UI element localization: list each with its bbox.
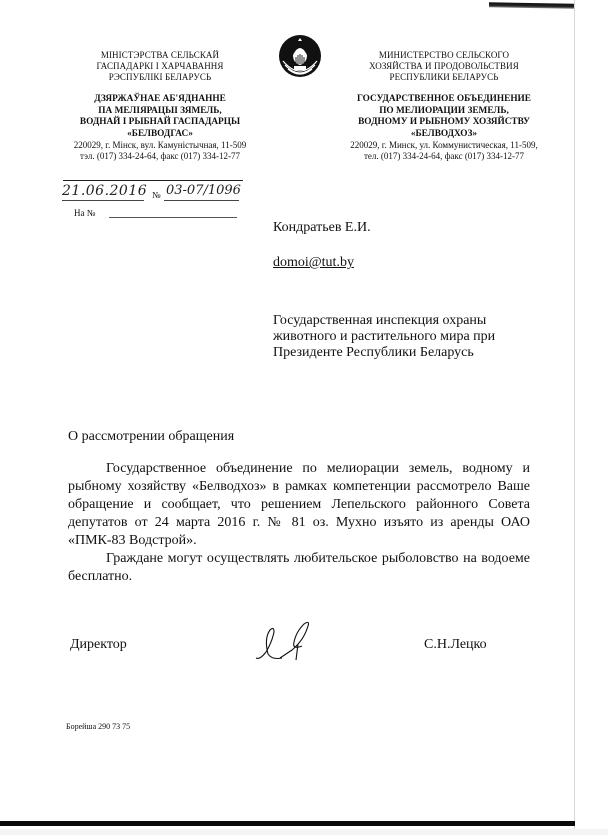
address-ru: 220029, г. Минск, ул. Коммунистическая, 11-509, bbox=[350, 140, 538, 150]
signatory-title: Директор bbox=[70, 637, 127, 652]
organization-name-be: ДЗЯРЖАЎНАЕ АБ'ЯДНАННЕ ПА МЕЛІЯРАЦЫІ ЗЯМЕЛЬ, ВОДНАЙ І РЫБНАЙ ГАСПАДАРЦЫ «БЕЛВОДГАС» bbox=[79, 94, 241, 139]
registration-date: 21.06.2016 bbox=[62, 183, 148, 199]
organization-name-ru: ГОСУДАРСТВЕННОЕ ОБЪЕДИНЕНИЕ ПО МЕЛИОРАЦИИ ЗЕМЕЛЬ, ВОДНОМУ И РЫБНОМУ ХОЗЯЙСТВУ «БЕЛВОДХОЗ» bbox=[356, 94, 531, 139]
phone-be: тэл. (017) 334-24-64, факс (017) 334-12-77 bbox=[79, 151, 241, 161]
header-russian bbox=[330, 50, 558, 162]
letter-subject: О рассмотрении обращения bbox=[68, 429, 235, 444]
number-underline bbox=[164, 200, 239, 201]
ministry-name-be: МІНІСТЭРСТВА СЕЛЬСКАЙ ГАСПАДАРКІ І ХАРЧАВАННЯ РЭСПУБЛІКІ БЕЛАРУСЬ bbox=[96, 50, 224, 82]
handwritten-signature-icon bbox=[252, 618, 324, 664]
signatory-name: С.Н.Лецко bbox=[424, 637, 487, 652]
body-paragraph: Государственное объединение по мелиорации земель, водному и рыбному хозяйству «Белводхоз» в рамках компетенции рассмотрело Ваше обращение и сообщает, что решением Лепельского районного Совета депутатов от 24 марта 2016 г. № 81 оз. Мухно изъято из аренды ОАО «ПМК-83 Водстрой». bbox=[68, 461, 530, 548]
page-bottom-edge bbox=[0, 821, 575, 826]
phone-ru: тел. (017) 334-24-64, факс (017) 334-12-77 bbox=[363, 151, 525, 161]
date-underline bbox=[62, 200, 144, 201]
belarus-coat-of-arms-icon bbox=[277, 33, 323, 79]
addressee-email-link[interactable]: domoi@tut.by bbox=[273, 255, 354, 270]
body-paragraph: Граждане могут осуществлять любительское рыболовство на водоеме бесплатно. bbox=[68, 551, 530, 584]
registration-number: 03-07/1096 bbox=[166, 183, 241, 198]
executor-contact: Борейша 290 73 75 bbox=[66, 722, 131, 731]
scan-artifact bbox=[489, 2, 574, 8]
page-right-edge bbox=[574, 0, 575, 830]
copy-recipient: Государственная инспекция охраны животного и растительного мира при Президенте Республики Беларусь bbox=[273, 313, 496, 360]
header-divider bbox=[63, 180, 243, 181]
registration-number-label: № bbox=[152, 190, 161, 200]
address-be: 220029, г. Мінск, вул. Камуністычная, 11-509 bbox=[73, 140, 247, 150]
ministry-name-ru: МИНИСТЕРСТВО СЕЛЬСКОГО ХОЗЯЙСТВА И ПРОДОВОЛЬСТВИЯ РЕСПУБЛИКИ БЕЛАРУСЬ bbox=[369, 50, 519, 82]
reference-number-field bbox=[109, 217, 237, 218]
letter-body bbox=[68, 460, 530, 586]
header-belarusian bbox=[60, 50, 260, 162]
viewer-background bbox=[0, 829, 608, 835]
addressee-name: Кондратьев Е.И. bbox=[273, 220, 371, 235]
reference-number-label: На № bbox=[74, 208, 96, 218]
